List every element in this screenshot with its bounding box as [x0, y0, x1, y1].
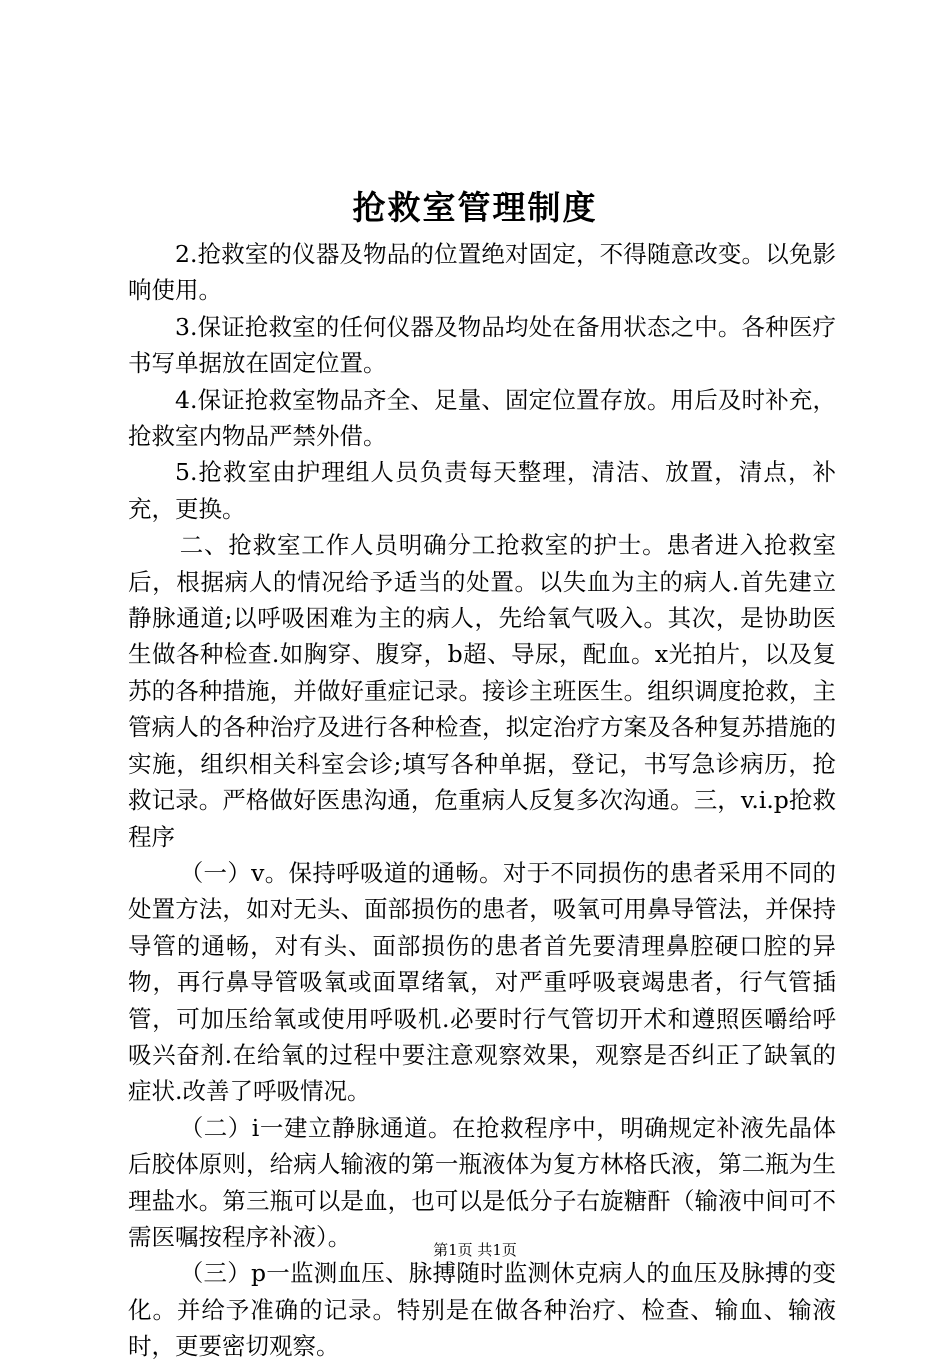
paragraph-section-two: 二、抢救室工作人员明确分工抢救室的护士。患者进入抢救室后，根据病人的情况给予适当的处置。以失血为主的病人.首先建立静脉通道;以呼吸困难为主的病人，先给氧气吸入。其次，是协助医生做各种检查.如胸穿、腹穿，b超、导尿，配血。x光拍片，以及复苏的各种措施，并做好重症记录。接诊主班医生。组织调度抢救，主管病人的各种治疗及进行各种检查，拟定治疗方案及各种复苏措施的实施，组织相关科室会诊;填写各种单据，登记，书写急诊病历，抢救记录。严格做好医患沟通，危重病人反复多次沟通。三，v.i.p抢救程序 [128, 531, 836, 851]
paragraph-item-3: 3.保证抢救室的任何仪器及物品均处在备用状态之中。各种医疗书写单据放在固定位置。 [128, 312, 836, 378]
page-number-footer: 第1页 共1页 [433, 1241, 517, 1259]
paragraph-item-2: 2.抢救室的仪器及物品的位置绝对固定，不得随意改变。以免影响使用。 [128, 240, 836, 305]
document-body [128, 236, 836, 1365]
paragraph-step-three: （三）p一监测血压、脉搏随时监测休克病人的血压及脉搏的变化。并给予准确的记录。特别是在做各种治疗、检查、输血、输液时，更要密切观察。 [128, 1259, 836, 1361]
document-title: 抢救室管理制度 [352, 188, 598, 227]
paragraph-step-two: （二）i一建立静脉通道。在抢救程序中，明确规定补液先晶体后胶体原则，给病人输液的第一瓶液体为复方林格氏液，第二瓶为生理盐水。第三瓶可以是血，也可以是低分子右旋糖酐（输液中间可不需医嘱按程序补液）。 [128, 1113, 836, 1251]
paragraph-step-one: （一）v。保持呼吸道的通畅。对于不同损伤的患者采用不同的处置方法，如对无头、面部损伤的患者，吸氧可用鼻导管法，并保持导管的通畅，对有头、面部损伤的患者首先要清理鼻腔硬口腔的异物，再行鼻导管吸氧或面罩绪氧，对严重呼吸衰竭患者，行气管插管，可加压给氧或使用呼吸机.必要时行气管切开术和遵照医嚼给呼吸兴奋剂.在给氧的过程中要注意观察效果，观察是否纠正了缺氧的症状.改善了呼吸情况。 [128, 858, 836, 1106]
paragraph-item-5: 5.抢救室由护理组人员负责每天整理，清洁、放置，清点，补充，更换。 [128, 458, 836, 523]
paragraph-item-4: 4.保证抢救室物品齐全、足量、固定位置存放。用后及时补充，抢救室内物品严禁外借。 [128, 385, 836, 451]
